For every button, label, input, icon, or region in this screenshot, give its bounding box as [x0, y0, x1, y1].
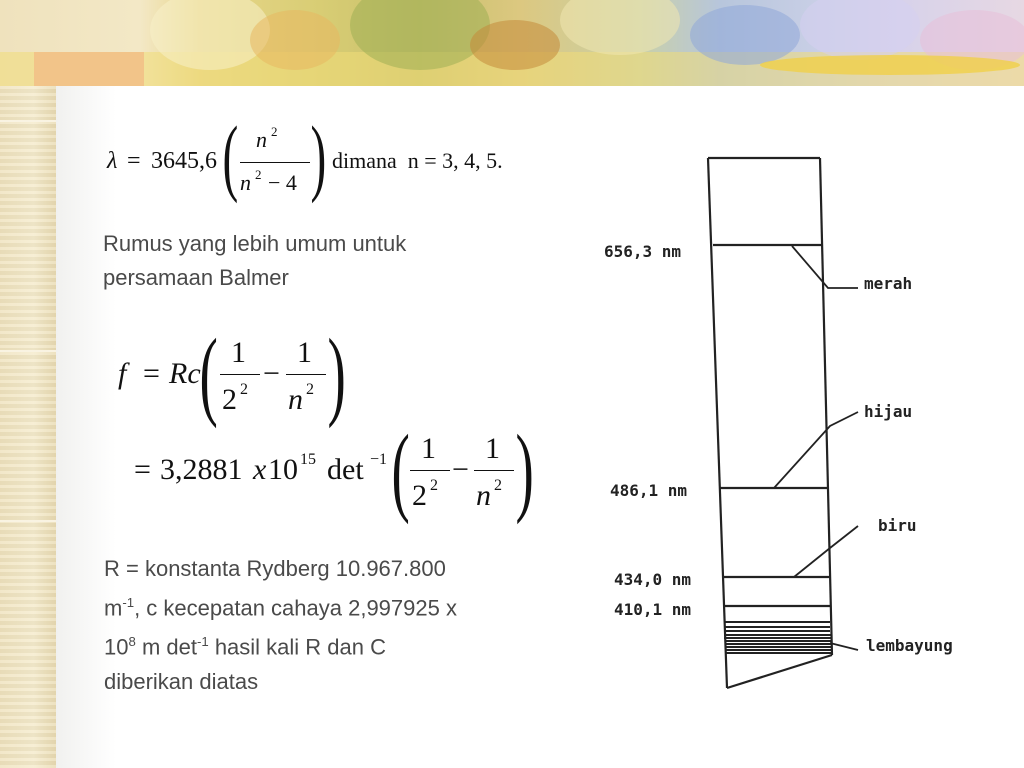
numerator-exponent: 2 — [271, 124, 278, 139]
frequency-symbol: f — [118, 357, 127, 390]
second-denominator-exponent: 2 — [494, 477, 502, 494]
lambda-symbol: λ — [107, 148, 118, 174]
denominator-tail: − 4 — [268, 170, 297, 195]
denominator-exponent: 2 — [255, 167, 262, 182]
wavelength-label-434: 434,0 nm — [614, 570, 692, 589]
wavelength-label-486: 486,1 nm — [610, 481, 688, 500]
first-denominator-exponent: 2 — [430, 477, 438, 494]
top-decorative-banner — [0, 0, 1024, 86]
color-label-merah: merah — [864, 274, 913, 293]
left-paren: ( — [199, 318, 218, 429]
color-label-biru: biru — [878, 516, 917, 535]
wavelength-label-656: 656,3 nm — [604, 242, 682, 261]
color-label-hijau: hijau — [864, 402, 913, 421]
second-denominator-exponent: 2 — [306, 381, 314, 398]
right-paren: ) — [310, 108, 327, 204]
first-denominator: 2 — [222, 383, 237, 416]
right-paren: ) — [515, 414, 534, 525]
right-paren: ) — [327, 318, 346, 429]
second-numerator: 1 — [297, 336, 312, 369]
first-numerator: 1 — [421, 432, 436, 465]
first-fraction-line — [220, 374, 260, 375]
first-denominator: 2 — [412, 479, 427, 512]
left-paren: ( — [222, 108, 239, 204]
explanation-line-3: $10^8$ m $\det^{-1}$ hasil kali R dan C — [104, 634, 387, 660]
ten-exponent: 15 — [300, 451, 316, 468]
equals-sign: = — [143, 357, 160, 390]
left-paren: ( — [391, 414, 410, 525]
equals-sign: = — [134, 453, 151, 486]
rydberg-explanation — [104, 552, 574, 699]
numeric-value: 3,2881 — [160, 453, 243, 486]
balmer-spectrum-diagram — [596, 140, 996, 700]
det-unit: det — [327, 453, 364, 486]
ten-base: 10 — [268, 453, 298, 486]
formula-condition: dimana n = 3, 4, 5. — [332, 148, 503, 173]
wavelength-label-410: 410,1 nm — [614, 600, 692, 619]
second-fraction-line — [474, 470, 514, 471]
second-denominator: n — [476, 479, 491, 512]
balmer-general-description — [103, 227, 543, 295]
formula-constant: 3645,6 — [151, 148, 217, 174]
first-denominator-exponent: 2 — [240, 381, 248, 398]
second-denominator: n — [288, 383, 303, 416]
fraction-line — [240, 162, 310, 163]
minus-sign: − — [452, 453, 469, 486]
explanation-line-2: $m^{-1}$, c kecepatan cahaya 2,997925 x — [104, 595, 457, 621]
explanation-line-4: diberikan diatas — [104, 668, 259, 694]
left-decorative-strip — [0, 0, 56, 768]
equals-sign: = — [127, 148, 141, 174]
denominator-n: n — [240, 170, 251, 195]
second-fraction-line — [286, 374, 326, 375]
numerator-n: n — [256, 127, 267, 152]
explanation-line-1: R = konstanta Rydberg 10.967.800 — [104, 556, 446, 581]
description-line-1: Rumus yang lebih umum untuk — [103, 231, 407, 256]
rc-product: Rc — [169, 357, 201, 390]
first-numerator: 1 — [231, 336, 246, 369]
first-fraction-line — [410, 470, 450, 471]
color-label-lembayung: lembayung — [866, 636, 953, 655]
second-numerator: 1 — [485, 432, 500, 465]
description-line-2: persamaan Balmer — [103, 265, 289, 290]
times-x: x — [253, 453, 267, 486]
minus-sign: − — [263, 357, 280, 390]
det-exponent: −1 — [370, 451, 388, 468]
